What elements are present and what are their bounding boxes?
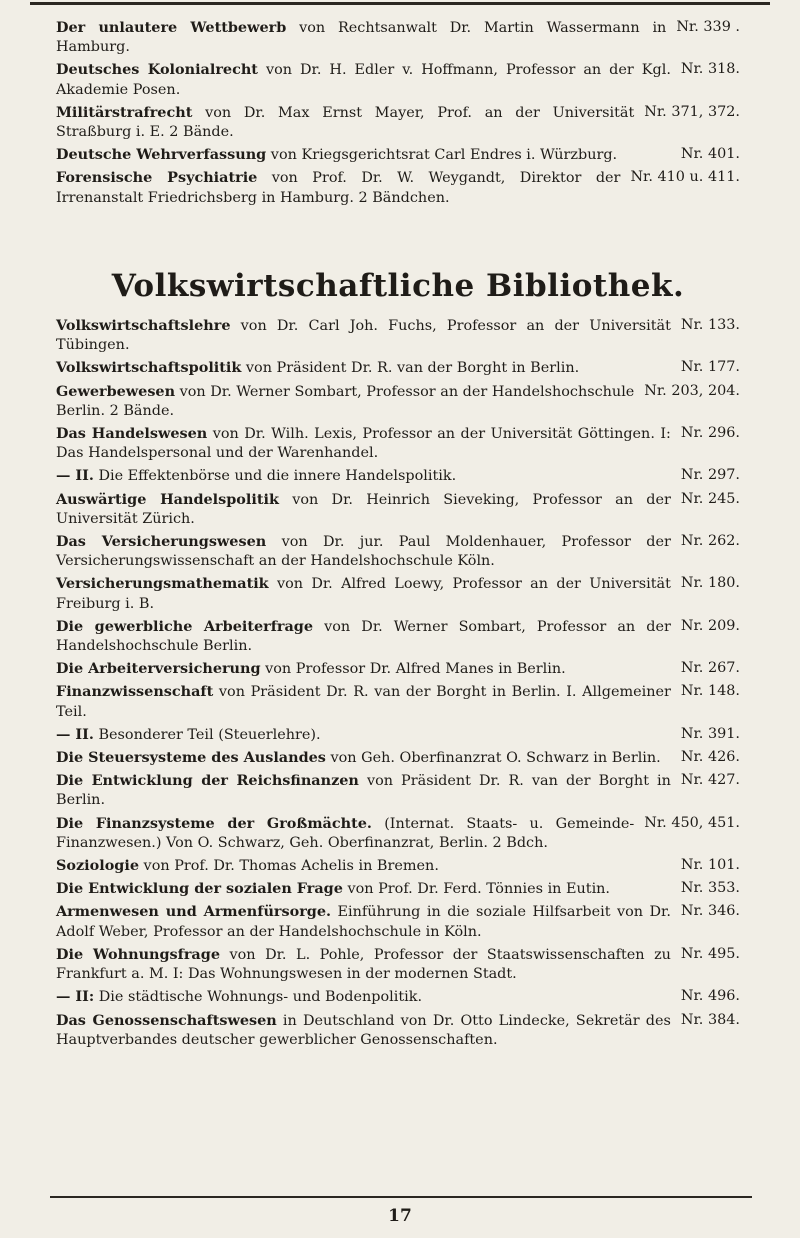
book-description: von Prof. Dr. W. Weygandt, Direktor der Irrenanstalt Friedrichsberg in Hamburg. 2 Bändchen. bbox=[56, 170, 621, 206]
list-item bbox=[56, 60, 740, 99]
volume-number: Nr. 296. bbox=[680, 425, 740, 442]
list-item bbox=[56, 659, 740, 679]
volume-number: Nr. 209. bbox=[680, 617, 740, 634]
book-description: von Geh. Oberfinanzrat O. Schwarz in Berlin. bbox=[325, 750, 661, 767]
book-description: von Dr. H. Edler v. Hoffmann, Professor an der Kgl. Akademie Posen. bbox=[56, 62, 671, 98]
volume-number: Nr. 318. bbox=[680, 61, 740, 78]
list-item bbox=[56, 617, 740, 656]
volume-number: Nr. 495. bbox=[680, 945, 740, 962]
book-description: von Prof. Dr. Thomas Achelis in Bremen. bbox=[138, 858, 439, 875]
book-title: Militärstrafrecht bbox=[56, 103, 193, 121]
volume-number: Nr. 371, 372. bbox=[644, 103, 740, 120]
volume-number: Nr. 297. bbox=[680, 467, 740, 484]
law-series-list bbox=[56, 18, 740, 211]
book-description: von Dr. Heinrich Sieveking, Professor an der Universität Zürich. bbox=[56, 491, 671, 527]
volume-number: Nr. 450, 451. bbox=[644, 814, 740, 831]
book-title: Soziologie bbox=[56, 857, 139, 875]
volume-number: Nr. 133. bbox=[680, 317, 740, 333]
volume-number: Nr. 384. bbox=[680, 1011, 740, 1028]
volume-number: Nr. 496. bbox=[680, 988, 740, 1005]
book-description: (Internat. Staats- u. Gemeinde-Finanzwesen.) Von O. Schwarz, Geh. Oberfinanzrat, Berlin. 2 Bdch. bbox=[56, 815, 635, 851]
volume-number: Nr. 177. bbox=[680, 359, 740, 376]
book-title: Die Arbeiterversicherung bbox=[56, 660, 261, 678]
list-item bbox=[56, 424, 740, 463]
page-number: 17 bbox=[388, 1206, 412, 1226]
book-description: von Dr. Alfred Loewy, Professor an der Universität Freiburg i. B. bbox=[56, 576, 671, 612]
list-item bbox=[56, 682, 740, 721]
list-item bbox=[56, 902, 740, 941]
volume-number: Nr. 401. bbox=[680, 146, 740, 163]
volume-number: Nr. 267. bbox=[680, 660, 740, 677]
bottom-rule bbox=[50, 1196, 752, 1198]
list-item bbox=[56, 987, 740, 1007]
book-title: Deutsches Kolonialrecht bbox=[56, 61, 258, 79]
book-title: — II: bbox=[56, 988, 95, 1006]
book-title: — II. bbox=[56, 467, 94, 485]
list-item bbox=[56, 18, 740, 57]
book-title: Das Genossenschaftswesen bbox=[56, 1011, 277, 1029]
book-description: von Prof. Dr. Ferd. Tönnies in Eutin. bbox=[342, 881, 611, 898]
book-title: Die Steuersysteme des Auslandes bbox=[56, 749, 326, 767]
book-title: Deutsche Wehrverfassung bbox=[56, 146, 267, 164]
book-description: von Dr. Wilh. Lexis, Professor an der Universität Göttingen. I: Das Handelspersonal und der Warenhandel. bbox=[56, 426, 671, 462]
book-description: Besonderer Teil (Steuerlehre). bbox=[93, 726, 321, 743]
book-title: Die Entwicklung der sozialen Frage bbox=[56, 880, 343, 898]
list-item bbox=[56, 316, 740, 355]
list-item bbox=[56, 748, 740, 768]
list-item bbox=[56, 532, 740, 571]
book-title: Forensische Psychiatrie bbox=[56, 169, 258, 187]
volume-number: Nr. 427. bbox=[680, 772, 740, 789]
book-title: Die Entwicklung der Reichsfinanzen bbox=[56, 772, 359, 790]
book-title: — II. bbox=[56, 725, 94, 743]
volume-number: Nr. 245. bbox=[680, 490, 740, 507]
book-title: Auswärtige Handelspolitik bbox=[56, 490, 279, 508]
volume-number: Nr. 203, 204. bbox=[644, 382, 740, 399]
volume-number: Nr. 262. bbox=[680, 533, 740, 550]
list-item bbox=[56, 145, 740, 165]
book-description: von Dr. Werner Sombart, Professor an der Handelshochschule Berlin. bbox=[56, 618, 671, 655]
book-description: Einführung in die soziale Hilfsarbeit von Dr. Adolf Weber, Professor an der Handelshochschule in Köln. bbox=[56, 904, 671, 940]
list-item bbox=[56, 1011, 740, 1050]
list-item bbox=[56, 771, 740, 810]
book-description: von Dr. Max Ernst Mayer, Prof. an der Universität Straßburg i. E. 2 Bände. bbox=[56, 104, 635, 141]
list-item bbox=[56, 358, 740, 378]
volume-number: Nr. 353. bbox=[680, 880, 740, 897]
book-description: von Dr. Werner Sombart, Professor an der Handelshochschule Berlin. 2 Bände. bbox=[56, 383, 635, 419]
list-item bbox=[56, 490, 740, 529]
list-item bbox=[56, 879, 740, 899]
volume-number: Nr. 426. bbox=[680, 749, 740, 766]
book-title: Volkswirtschaftslehre bbox=[56, 317, 231, 334]
volume-number: Nr. 410 u. 411. bbox=[630, 169, 740, 186]
volume-number: Nr. 391. bbox=[680, 725, 740, 742]
book-description: von Professor Dr. Alfred Manes in Berlin. bbox=[260, 661, 566, 678]
list-item bbox=[56, 103, 740, 142]
volume-number: Nr. 346. bbox=[680, 903, 740, 920]
top-rule bbox=[30, 2, 770, 5]
economics-series-list bbox=[56, 316, 740, 1053]
list-item bbox=[56, 725, 740, 745]
book-description: von Dr. Carl Joh. Fuchs, Professor an der Universität Tübingen. bbox=[56, 318, 671, 354]
list-item bbox=[56, 466, 740, 486]
book-description: von Präsident Dr. R. van der Borght in Berlin. bbox=[241, 360, 580, 377]
book-title: Die Wohnungsfrage bbox=[56, 945, 220, 963]
list-item bbox=[56, 856, 740, 876]
book-title: Der unlautere Wettbewerb bbox=[56, 19, 287, 36]
book-title: Finanzwissenschaft bbox=[56, 683, 214, 701]
book-description: von Kriegsgerichtsrat Carl Endres i. Würzburg. bbox=[266, 147, 618, 164]
book-description: von Präsident Dr. R. van der Borght in Berlin. bbox=[56, 773, 671, 809]
list-item bbox=[56, 382, 740, 421]
list-item bbox=[56, 814, 740, 853]
volume-number: Nr. 148. bbox=[680, 683, 740, 700]
book-description: von Dr. jur. Paul Moldenhauer, Professor der Versicherungswissenschaft an der Handelshochschule Köln. bbox=[56, 534, 671, 570]
book-description: von Präsident Dr. R. van der Borght in Berlin. I. Allgemeiner Teil. bbox=[56, 684, 671, 720]
book-description: Die städtische Wohnungs- und Bodenpolitik. bbox=[94, 989, 423, 1006]
book-description: von Dr. L. Pohle, Professor der Staatswissenschaften zu Frankfurt a. M. I: Das Wohnungswesen in der modernen Stadt. bbox=[56, 946, 671, 983]
book-title: Die Finanzsysteme der Großmächte. bbox=[56, 814, 372, 832]
volume-number: Nr. 339 . bbox=[676, 19, 740, 35]
book-title: Das Versicherungswesen bbox=[56, 533, 267, 551]
book-title: Gewerbewesen bbox=[56, 382, 176, 400]
volume-number: Nr. 180. bbox=[680, 575, 740, 592]
book-description: von Rechtsanwalt Dr. Martin Wassermann in Hamburg. bbox=[56, 20, 667, 56]
book-title: Versicherungsmathematik bbox=[56, 575, 269, 593]
list-item bbox=[56, 945, 740, 984]
book-title: Die gewerbliche Arbeiterfrage bbox=[56, 617, 314, 635]
book-title: Armenwesen und Armenfürsorge. bbox=[56, 903, 332, 921]
book-description: Die Effektenbörse und die innere Handelspolitik. bbox=[93, 468, 457, 485]
volume-number: Nr. 101. bbox=[680, 857, 740, 874]
book-description: in Deutschland von Dr. Otto Lindecke, Sekretär des Hauptverbandes deutscher gewerblicher Genossenschaften. bbox=[56, 1012, 671, 1048]
list-item bbox=[56, 168, 740, 207]
book-title: Volkswirtschaftspolitik bbox=[56, 359, 242, 377]
list-item bbox=[56, 574, 740, 613]
section-heading: Volkswirtschaftliche Bibliothek. bbox=[111, 268, 685, 304]
book-title: Das Handelswesen bbox=[56, 425, 208, 443]
